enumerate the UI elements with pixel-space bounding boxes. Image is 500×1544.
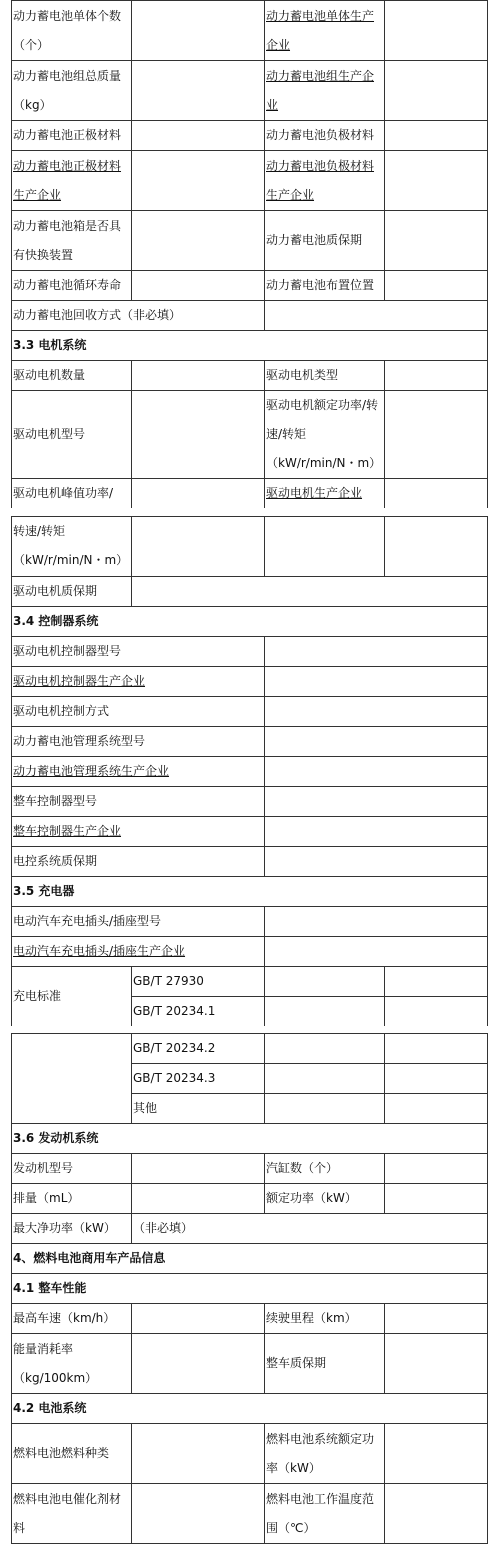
value-controller-item[interactable] xyxy=(265,846,488,876)
value-battery-cell-maker[interactable] xyxy=(385,1,488,61)
label-displacement: 排量（mL） xyxy=(12,1184,132,1214)
value-range[interactable] xyxy=(385,1304,488,1334)
value-battery-warranty[interactable] xyxy=(385,211,488,271)
label-anode-maker: 动力蓄电池负极材料生产企业 xyxy=(265,151,385,211)
value-motor-rated[interactable] xyxy=(385,391,488,479)
table-row xyxy=(12,1,488,61)
table-row xyxy=(12,391,488,479)
label-motor-peak-cont: 转速/转矩（kW/r/min/N・m） xyxy=(12,516,132,576)
table-row xyxy=(12,1304,488,1334)
value-temp-range[interactable] xyxy=(385,1484,488,1544)
label-controller-item: 动力蓄电池管理系统生产企业 xyxy=(12,756,265,786)
table-row xyxy=(12,786,488,816)
label-std: GB/T 27930 xyxy=(132,966,265,996)
value-fuel-type[interactable] xyxy=(132,1424,265,1484)
label-fc-rated-power: 燃料电池系统额定功率（kW） xyxy=(265,1424,385,1484)
value-cycle-life[interactable] xyxy=(132,271,265,301)
section-title-fc-battery: 4.2 电池系统 xyxy=(12,1394,488,1424)
table-row xyxy=(12,576,488,606)
label-plug-model: 电动汽车充电插头/插座型号 xyxy=(12,906,265,936)
label-battery-location: 动力蓄电池布置位置 xyxy=(265,271,385,301)
table-row xyxy=(12,479,488,509)
page-break xyxy=(12,1026,488,1034)
value-quick-swap[interactable] xyxy=(132,211,265,271)
table-row xyxy=(12,1424,488,1484)
label-motor-maker: 驱动电机生产企业 xyxy=(265,479,385,509)
table-row xyxy=(12,636,488,666)
label-motor-warranty: 驱动电机质保期 xyxy=(12,576,132,606)
value-engine-model[interactable] xyxy=(132,1154,265,1184)
value-std[interactable] xyxy=(385,1094,488,1124)
value-battery-cell-count[interactable] xyxy=(132,1,265,61)
page-break xyxy=(12,508,488,516)
value-cathode-maker[interactable] xyxy=(132,151,265,211)
table-row xyxy=(12,936,488,966)
table-row xyxy=(12,756,488,786)
label-motor-peak: 驱动电机峰值功率/ xyxy=(12,479,132,509)
label-controller-item: 整车控制器生产企业 xyxy=(12,816,265,846)
label-controller-item: 动力蓄电池管理系统型号 xyxy=(12,726,265,756)
value-motor-type[interactable] xyxy=(385,361,488,391)
table-row xyxy=(12,1214,488,1244)
value-rated-power[interactable] xyxy=(385,1184,488,1214)
label-fuel-type: 燃料电池燃料种类 xyxy=(12,1424,132,1484)
value-max-speed[interactable] xyxy=(132,1304,265,1334)
label-charging-standard: 充电标准 xyxy=(12,966,132,1026)
value-cathode-material[interactable] xyxy=(132,121,265,151)
value-controller-item[interactable] xyxy=(265,636,488,666)
label-energy-consumption: 能量消耗率（kg/100km） xyxy=(12,1334,132,1394)
label-motor-model: 驱动电机型号 xyxy=(12,391,132,479)
value-recycling[interactable] xyxy=(265,301,488,331)
value-motor-peak-top[interactable] xyxy=(132,479,265,509)
table-row xyxy=(12,1154,488,1184)
value-motor-count[interactable] xyxy=(132,361,265,391)
label-motor-count: 驱动电机数量 xyxy=(12,361,132,391)
value-controller-item[interactable] xyxy=(265,786,488,816)
label-plug-maker: 电动汽车充电插头/插座生产企业 xyxy=(12,936,265,966)
label-engine-model: 发动机型号 xyxy=(12,1154,132,1184)
checkbox-std[interactable] xyxy=(265,966,385,996)
label-controller-item: 驱动电机控制器生产企业 xyxy=(12,666,265,696)
table-row xyxy=(12,151,488,211)
table-row xyxy=(12,606,488,636)
label-controller-item: 整车控制器型号 xyxy=(12,786,265,816)
label-std: GB/T 20234.1 xyxy=(132,996,265,1026)
value-motor-peak[interactable] xyxy=(132,516,265,576)
value-std[interactable] xyxy=(385,1064,488,1094)
value-std[interactable] xyxy=(385,1034,488,1064)
label-battery-pack-maker: 动力蓄电池组生产企业 xyxy=(265,61,385,121)
value-anode-maker[interactable] xyxy=(385,151,488,211)
label-catalyst: 燃料电池电催化剂材料 xyxy=(12,1484,132,1544)
table-row xyxy=(12,846,488,876)
section-title-motor: 3.3 电机系统 xyxy=(12,331,488,361)
section-title-fuelcell: 4、燃料电池商用车产品信息 xyxy=(12,1244,488,1274)
table-row xyxy=(12,876,488,906)
table-row xyxy=(12,966,488,996)
value-plug-model[interactable] xyxy=(265,906,488,936)
table-row xyxy=(12,121,488,151)
value-cylinders[interactable] xyxy=(385,1154,488,1184)
value-controller-item[interactable] xyxy=(265,756,488,786)
value-motor-model[interactable] xyxy=(132,391,265,479)
value-motor-maker[interactable] xyxy=(385,479,488,509)
value-anode-material[interactable] xyxy=(385,121,488,151)
charging-standard-cont xyxy=(12,1034,132,1124)
checkbox-std[interactable] xyxy=(265,996,385,1026)
value-fc-rated-power[interactable] xyxy=(385,1424,488,1484)
label-controller-item: 驱动电机控制器型号 xyxy=(12,636,265,666)
table-row xyxy=(12,1184,488,1214)
label-battery-cell-maker: 动力蓄电池单体生产企业 xyxy=(265,1,385,61)
value-battery-location[interactable] xyxy=(385,271,488,301)
checkbox-std[interactable] xyxy=(265,1064,385,1094)
table-row xyxy=(12,331,488,361)
value-controller-item[interactable] xyxy=(265,696,488,726)
table-row xyxy=(12,61,488,121)
label-std: GB/T 20234.3 xyxy=(132,1064,265,1094)
table-row xyxy=(12,1334,488,1394)
table-row xyxy=(12,1274,488,1304)
section-title-performance: 4.1 整车性能 xyxy=(12,1274,488,1304)
table-row xyxy=(12,1244,488,1274)
label-battery-cell-count: 动力蓄电池单体个数（个） xyxy=(12,1,132,61)
value-energy-consumption[interactable] xyxy=(132,1334,265,1394)
label-vehicle-warranty: 整车质保期 xyxy=(265,1334,385,1394)
label-motor-rated: 驱动电机额定功率/转速/转矩（kW/r/min/N・m） xyxy=(265,391,385,479)
value-plug-maker[interactable] xyxy=(265,936,488,966)
label-cylinders: 汽缸数（个） xyxy=(265,1154,385,1184)
label-quick-swap: 动力蓄电池箱是否具有快换装置 xyxy=(12,211,132,271)
table-row xyxy=(12,211,488,271)
label-rated-power: 额定功率（kW） xyxy=(265,1184,385,1214)
label-temp-range: 燃料电池工作温度范围（℃） xyxy=(265,1484,385,1544)
section-title-engine: 3.6 发动机系统 xyxy=(12,1124,488,1154)
value-catalyst[interactable] xyxy=(132,1484,265,1544)
value-motor-warranty[interactable] xyxy=(132,576,488,606)
table-row xyxy=(12,696,488,726)
label-battery-warranty: 动力蓄电池质保期 xyxy=(265,211,385,271)
label-motor-type: 驱动电机类型 xyxy=(265,361,385,391)
label-controller-item: 驱动电机控制方式 xyxy=(12,696,265,726)
label-cathode-maker: 动力蓄电池正极材料生产企业 xyxy=(12,151,132,211)
label-max-speed: 最高车速（km/h） xyxy=(12,1304,132,1334)
label-max-net-power: 最大净功率（kW） xyxy=(12,1214,132,1244)
value-motor-peak-d[interactable] xyxy=(385,516,488,576)
value-controller-item[interactable] xyxy=(265,726,488,756)
label-cycle-life: 动力蓄电池循环寿命 xyxy=(12,271,132,301)
label-controller-item: 电控系统质保期 xyxy=(12,846,265,876)
value-motor-peak-c[interactable] xyxy=(265,516,385,576)
table-row xyxy=(12,906,488,936)
value-battery-pack-maker[interactable] xyxy=(385,61,488,121)
label-anode-material: 动力蓄电池负极材料 xyxy=(265,121,385,151)
table-row xyxy=(12,1034,488,1064)
value-std[interactable] xyxy=(385,966,488,996)
label-battery-pack-mass: 动力蓄电池组总质量（kg） xyxy=(12,61,132,121)
value-std[interactable] xyxy=(385,996,488,1026)
section-title-charger: 3.5 充电器 xyxy=(12,876,488,906)
spec-form xyxy=(11,0,487,1544)
table-row xyxy=(12,666,488,696)
value-controller-item[interactable] xyxy=(265,666,488,696)
value-displacement[interactable] xyxy=(132,1184,265,1214)
label-std: 其他 xyxy=(132,1094,265,1124)
table-row xyxy=(12,1394,488,1424)
table-row xyxy=(12,1484,488,1544)
table-row xyxy=(12,301,488,331)
table-row xyxy=(12,1124,488,1154)
table-row xyxy=(12,516,488,576)
table-row xyxy=(12,361,488,391)
checkbox-std[interactable] xyxy=(265,1094,385,1124)
spec-table xyxy=(11,0,488,1544)
label-recycling: 动力蓄电池回收方式（非必填） xyxy=(12,301,265,331)
section-title-controller: 3.4 控制器系统 xyxy=(12,606,488,636)
label-cathode-material: 动力蓄电池正极材料 xyxy=(12,121,132,151)
label-std: GB/T 20234.2 xyxy=(132,1034,265,1064)
value-battery-pack-mass[interactable] xyxy=(132,61,265,121)
table-row xyxy=(12,271,488,301)
value-vehicle-warranty[interactable] xyxy=(385,1334,488,1394)
table-row xyxy=(12,816,488,846)
value-controller-item[interactable] xyxy=(265,816,488,846)
table-row xyxy=(12,726,488,756)
label-range: 续驶里程（km） xyxy=(265,1304,385,1334)
checkbox-std[interactable] xyxy=(265,1034,385,1064)
note-optional: （非必填） xyxy=(132,1214,488,1244)
